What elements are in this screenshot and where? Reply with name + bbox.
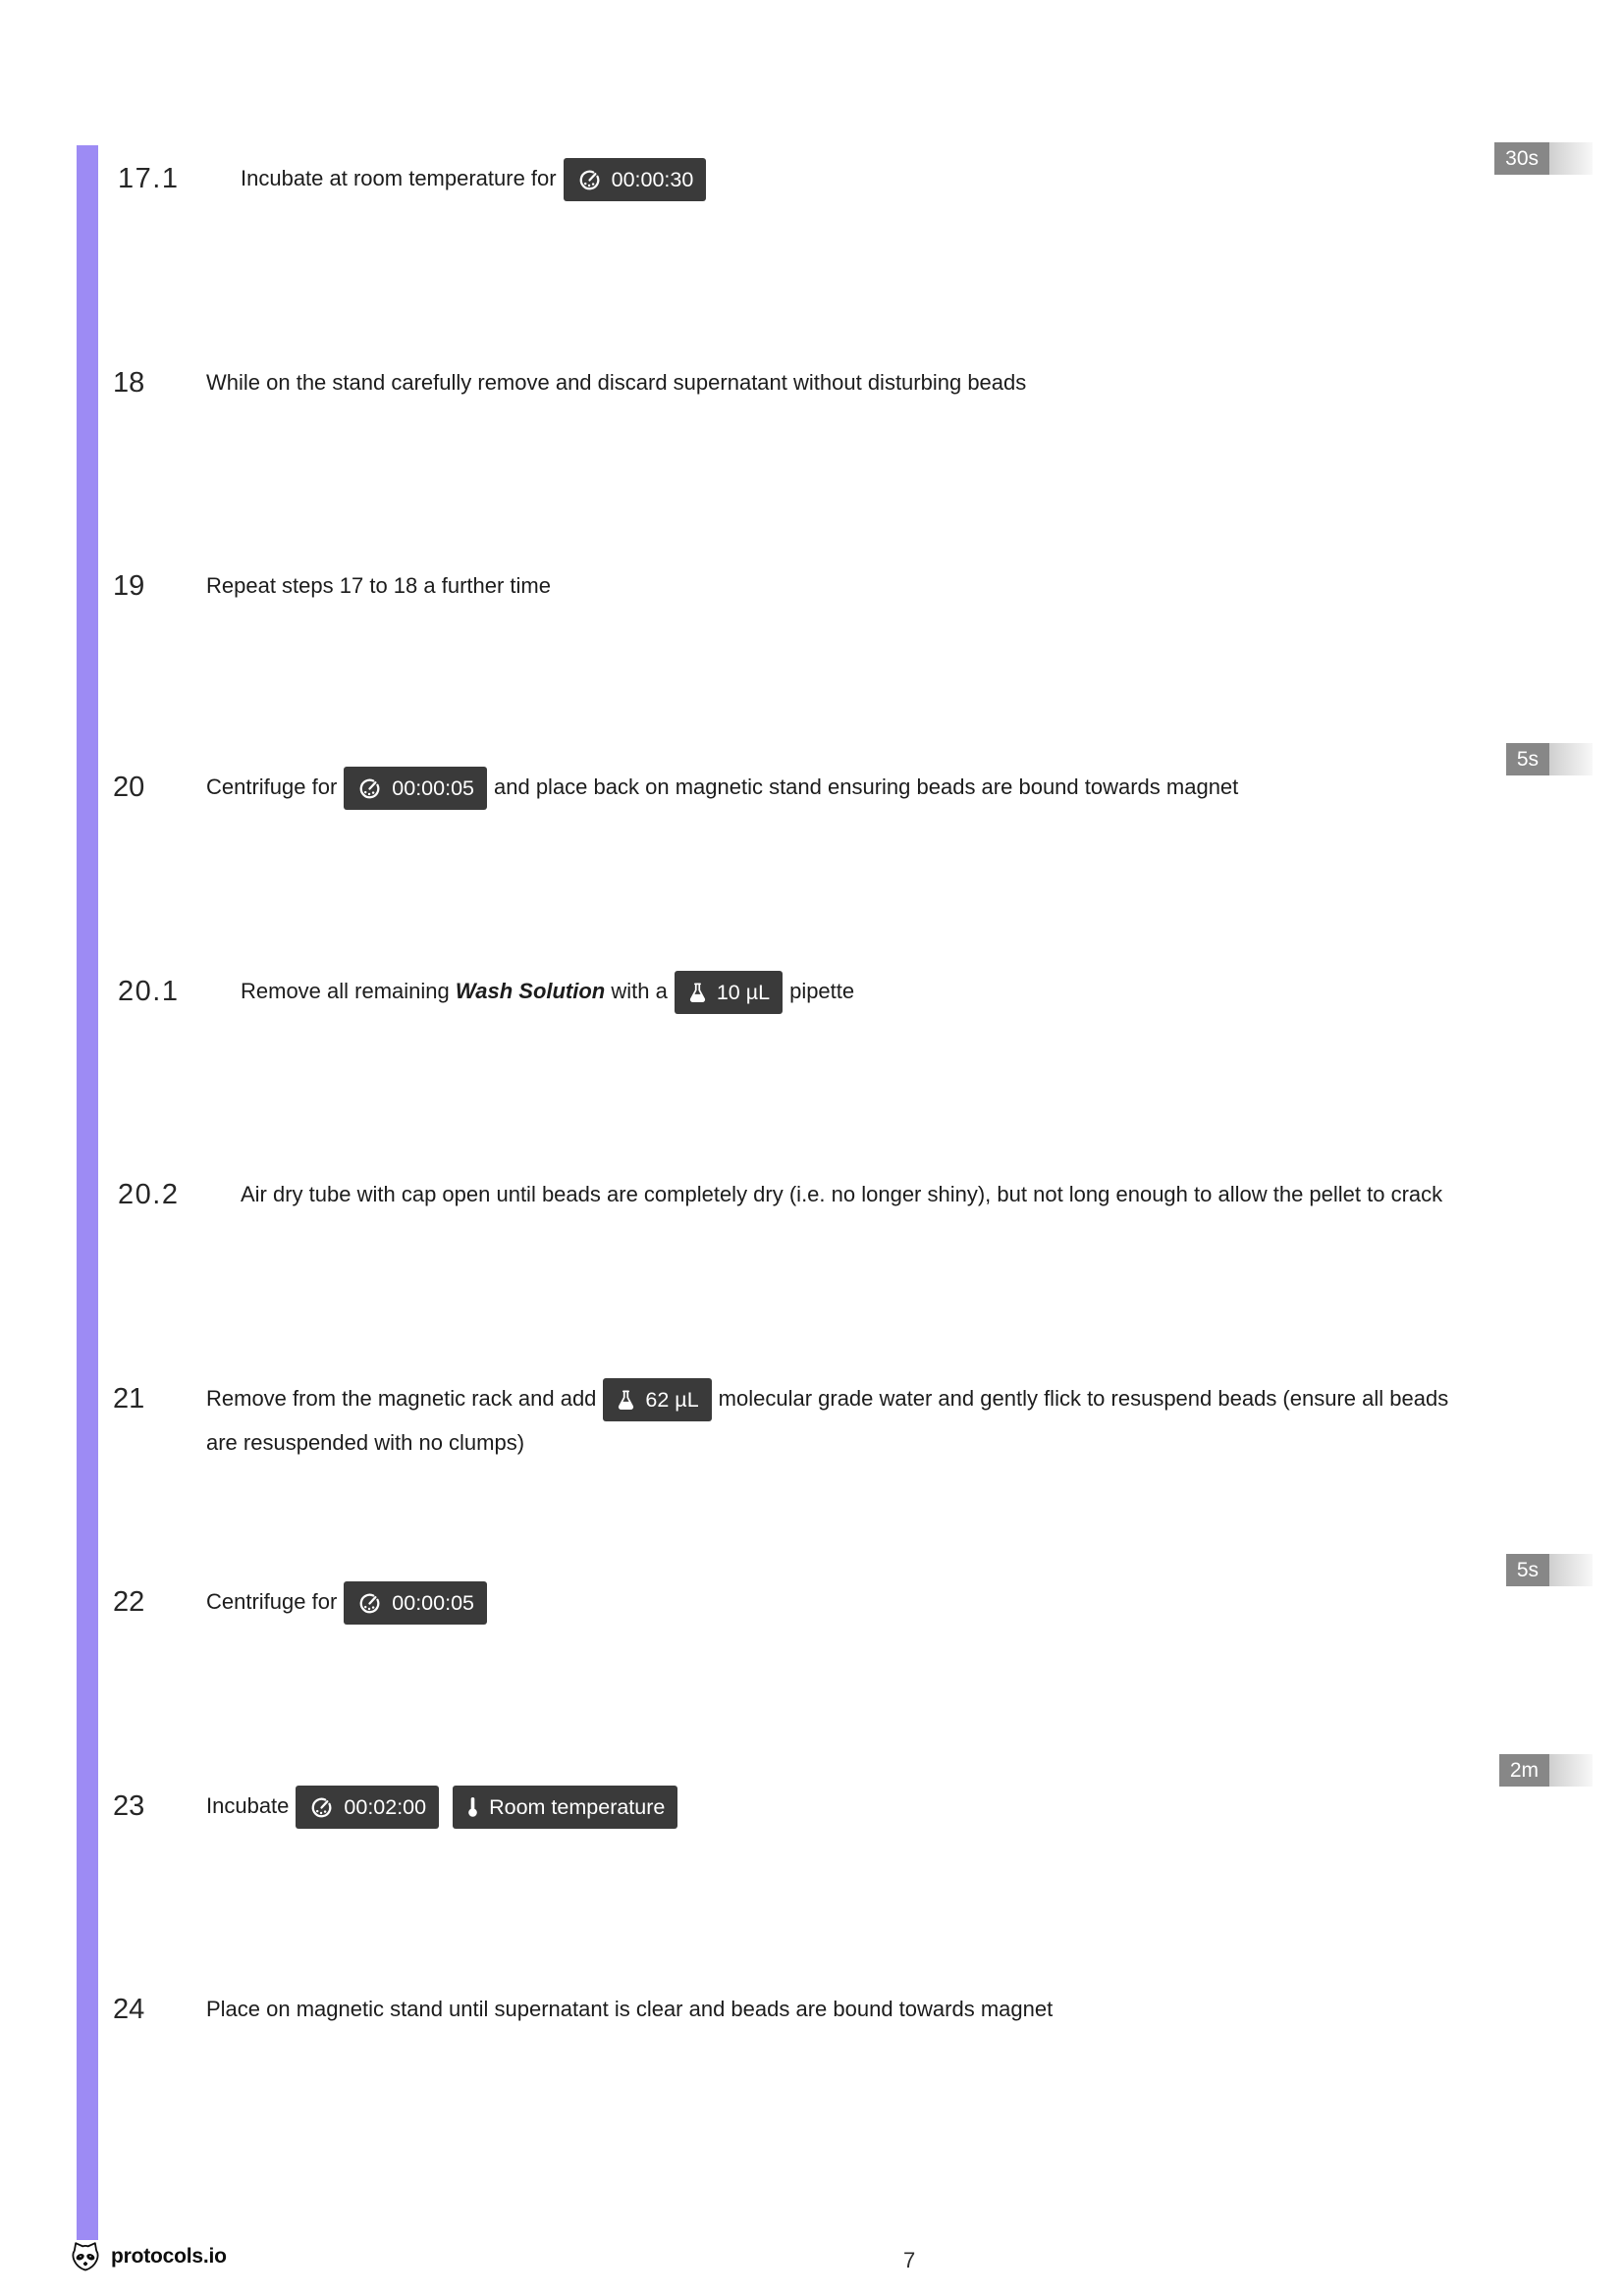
step-text: Repeat steps 17 to 18 a further time xyxy=(206,573,551,598)
timer-icon xyxy=(308,1794,335,1821)
step-text: Centrifuge for 00:00:05 xyxy=(206,1580,494,1625)
volume-badge xyxy=(603,1378,711,1421)
badge-label: 00:02:00 xyxy=(344,1795,427,1820)
step-text: Incubate at room temperature for 00:00:30 xyxy=(241,157,713,201)
step-text: Remove from the magnetic rack and add 62 µL molecular grade water and gently flick to resuspend beads (ensure all beads are resuspended with no clumps) xyxy=(206,1377,1463,1465)
protocol-step xyxy=(118,970,854,1014)
badge-label: 00:00:05 xyxy=(392,776,474,801)
step-text: Air dry tube with cap open until beads are completely dry (i.e. no longer shiny), but not long enough to allow the pellet to crack xyxy=(241,1182,1443,1206)
timer-icon xyxy=(356,775,383,802)
reagent-name: Wash Solution xyxy=(455,979,606,1003)
temperature-badge xyxy=(453,1786,677,1829)
footer-brand xyxy=(69,2240,227,2273)
step-text: Remove all remaining Wash Solution with a 10 µL pipette xyxy=(241,970,854,1014)
step-number: 21 xyxy=(113,1383,145,1415)
thermometer-icon xyxy=(465,1795,480,1819)
step-number: 17.1 xyxy=(118,163,180,194)
protocol-step xyxy=(118,1173,1442,1216)
badge-label: 62 µL xyxy=(645,1388,699,1413)
timer-icon xyxy=(356,1590,383,1617)
protocol-step xyxy=(113,766,1238,810)
step-text: While on the stand carefully remove and discard supernatant without disturbing beads xyxy=(206,370,1027,395)
timer-icon xyxy=(576,167,603,193)
timer-badge xyxy=(344,767,487,810)
step-text: Incubate 00:02:00 Room temperature xyxy=(206,1785,684,1829)
step-number: 24 xyxy=(113,1994,145,2025)
duration-tag: 30s xyxy=(1494,142,1549,175)
protocol-step xyxy=(113,1377,1463,1465)
step-number: 23 xyxy=(113,1790,145,1822)
step-number: 20.2 xyxy=(118,1179,180,1210)
badge-label: 10 µL xyxy=(716,981,771,1005)
duration-tag: 5s xyxy=(1506,1554,1549,1586)
step-number: 20 xyxy=(113,772,145,803)
flask-icon xyxy=(687,982,708,1004)
timer-badge xyxy=(344,1581,487,1625)
accent-bar xyxy=(77,145,98,2240)
step-text: Centrifuge for 00:00:05 and place back on magnetic stand ensuring beads are bound towards magnet xyxy=(206,766,1238,810)
badge-label: Room temperature xyxy=(489,1795,666,1820)
duration-tag: 5s xyxy=(1506,743,1549,775)
protocol-step xyxy=(113,1785,684,1829)
badge-label: 00:00:30 xyxy=(611,168,694,192)
step-number: 19 xyxy=(113,570,145,602)
protocol-step xyxy=(113,1988,1053,2031)
protocols-io-raccoon-logo-icon xyxy=(69,2240,102,2273)
badge-label: 00:00:05 xyxy=(392,1591,474,1616)
brand-text: protocols.io xyxy=(111,2245,227,2268)
page-number: 7 xyxy=(903,2248,916,2272)
protocol-step xyxy=(113,564,551,608)
flask-icon xyxy=(616,1389,636,1412)
duration-tag: 2m xyxy=(1499,1754,1549,1787)
step-text: Place on magnetic stand until supernatant is clear and beads are bound towards magnet xyxy=(206,1997,1054,2021)
step-number: 20.1 xyxy=(118,976,180,1007)
timer-badge xyxy=(564,158,707,201)
volume-badge xyxy=(675,971,783,1014)
protocol-step xyxy=(113,1580,494,1625)
step-number: 18 xyxy=(113,367,145,399)
protocol-step xyxy=(113,361,1026,404)
step-number: 22 xyxy=(113,1586,145,1618)
protocol-step xyxy=(118,157,713,201)
timer-badge xyxy=(296,1786,439,1829)
